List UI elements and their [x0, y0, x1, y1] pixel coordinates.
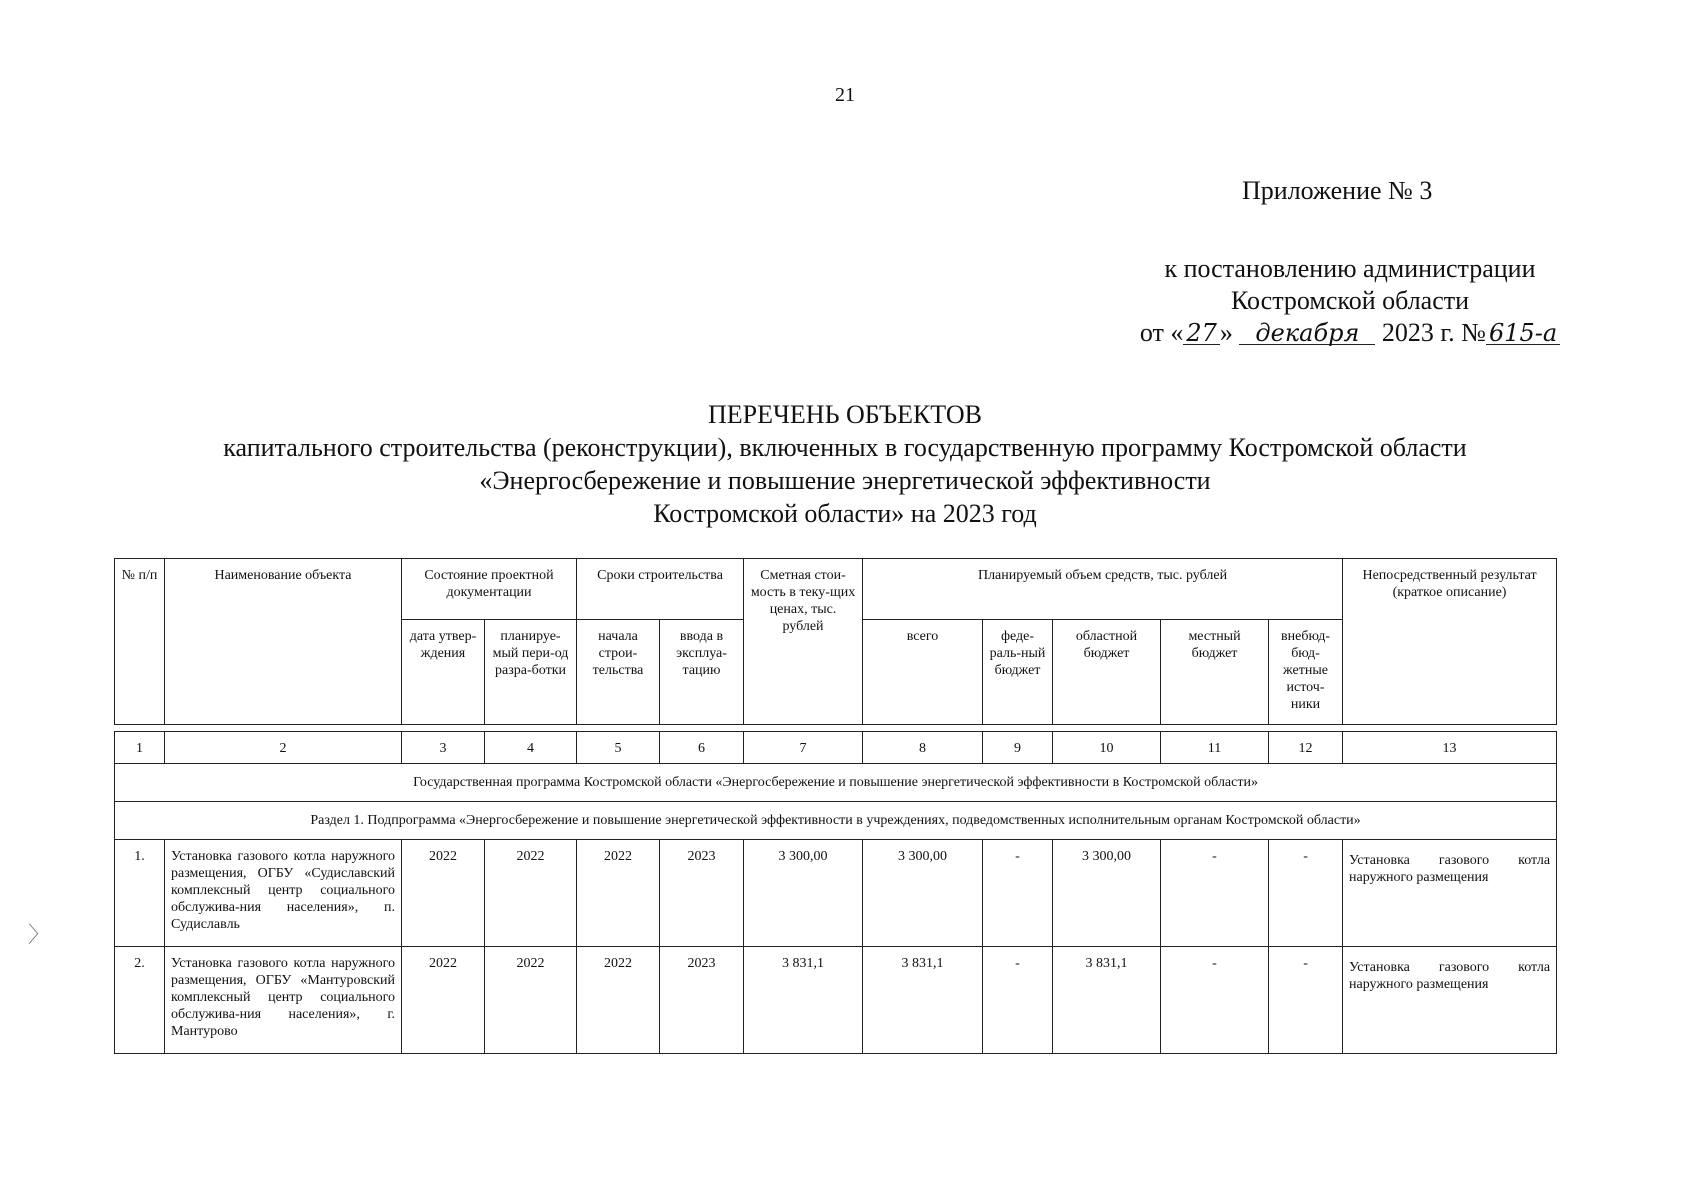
row-start: 2022 — [577, 840, 660, 947]
program-title: Государственная программа Костромской области «Энергосбережение и повышение энергетической эффективности в Костромской области» — [115, 764, 1557, 802]
header-planned-volume: Планируемый объем средств, тыс. рублей — [863, 559, 1343, 620]
row-approval-date: 2022 — [402, 840, 485, 947]
appendix-title: Приложение № 3 — [1242, 176, 1433, 205]
header-estimated-cost: Сметная стои-мость в теку-щих ценах, тыс. рублей — [744, 559, 863, 725]
header-extra: внебюд-бюд-жетные источ-ники — [1269, 620, 1343, 725]
scan-mark: 〉 — [28, 922, 51, 947]
row-object-name: Установка газового котла наружного размещения, ОГБУ «Мантуровский комплексный центр социального обслужива-ния населения», г. Мантурово — [165, 947, 402, 1054]
section-title: Раздел 1. Подпрограмма «Энергосбережение и повышение энергетической эффективности в учреждениях, подведомственных исполнительным органам Костромской области» — [115, 802, 1557, 840]
column-number: 7 — [744, 732, 863, 764]
objects-table — [114, 558, 1557, 1054]
header-construction-terms: Сроки строительства — [577, 559, 744, 620]
column-number: 9 — [983, 732, 1053, 764]
date-year: 2023 г. № — [1381, 318, 1486, 347]
row-total: 3 831,1 — [863, 947, 983, 1054]
row-result: Установка газового котла наружного размещения — [1343, 947, 1557, 1054]
row-local: - — [1161, 947, 1269, 1054]
handwritten-number: 615-а — [1486, 322, 1560, 345]
row-total: 3 300,00 — [863, 840, 983, 947]
column-number: 11 — [1161, 732, 1269, 764]
column-number: 5 — [577, 732, 660, 764]
title-line-1: ПЕРЕЧЕНЬ ОБЪЕКТОВ — [708, 400, 982, 429]
header-num: № п/п — [115, 559, 165, 725]
handwritten-month: декабря — [1239, 322, 1375, 345]
header-planned-period: планируе-мый пери-од разра-ботки — [485, 620, 577, 725]
row-planned-period: 2022 — [485, 947, 577, 1054]
row-federal: - — [983, 840, 1053, 947]
row-commissioning: 2023 — [660, 840, 744, 947]
decree-date-line — [1100, 317, 1600, 349]
header-local: местный бюджет — [1161, 620, 1269, 725]
table-row — [115, 947, 1557, 1054]
document-title — [0, 398, 1690, 530]
section-row — [115, 802, 1557, 840]
header-result: Непосредственный результат (краткое описание) — [1343, 559, 1557, 725]
date-mid: » — [1219, 318, 1233, 347]
row-result: Установка газового котла наружного размещения — [1343, 840, 1557, 947]
row-approval-date: 2022 — [402, 947, 485, 1054]
row-extra: - — [1269, 947, 1343, 1054]
row-extra: - — [1269, 840, 1343, 947]
row-start: 2022 — [577, 947, 660, 1054]
decree-line-1: к постановлению администрации — [1164, 254, 1536, 283]
title-line-2: капитального строительства (реконструкции), включенных в государственную программу Костромской области — [223, 433, 1467, 462]
column-number: 8 — [863, 732, 983, 764]
row-num: 1. — [115, 840, 165, 947]
title-line-4: Костромской области» на 2023 год — [653, 499, 1037, 528]
header-name: Наименование объекта — [165, 559, 402, 725]
page-number: 21 — [835, 84, 855, 106]
row-regional: 3 300,00 — [1053, 840, 1161, 947]
decree-reference — [1100, 253, 1600, 349]
header-regional: областной бюджет — [1053, 620, 1161, 725]
row-local: - — [1161, 840, 1269, 947]
header-start: начала строи-тельства — [577, 620, 660, 725]
header-project-state: Состояние проектной документации — [402, 559, 577, 620]
row-estimated-cost: 3 300,00 — [744, 840, 863, 947]
row-planned-period: 2022 — [485, 840, 577, 947]
decree-line-2: Костромской области — [1230, 286, 1470, 315]
row-estimated-cost: 3 831,1 — [744, 947, 863, 1054]
column-number: 10 — [1053, 732, 1161, 764]
date-prefix: от « — [1139, 318, 1184, 347]
header-row-1 — [115, 559, 1557, 620]
header-commissioning: ввода в эксплуа-тацию — [660, 620, 744, 725]
column-number: 13 — [1343, 732, 1557, 764]
table-row — [115, 840, 1557, 947]
column-number: 2 — [165, 732, 402, 764]
header-spacer — [115, 725, 1557, 732]
program-row — [115, 764, 1557, 802]
header-approval-date: дата утвер-ждения — [402, 620, 485, 725]
column-number: 6 — [660, 732, 744, 764]
row-object-name: Установка газового котла наружного размещения, ОГБУ «Судиславский комплексный центр социального обслужива-ния населения», п. Судиславль — [165, 840, 402, 947]
row-regional: 3 831,1 — [1053, 947, 1161, 1054]
column-number: 12 — [1269, 732, 1343, 764]
row-commissioning: 2023 — [660, 947, 744, 1054]
handwritten-day: 27 — [1183, 322, 1220, 345]
column-number: 1 — [115, 732, 165, 764]
header-total: всего — [863, 620, 983, 725]
row-federal: - — [983, 947, 1053, 1054]
column-number: 3 — [402, 732, 485, 764]
column-number: 4 — [485, 732, 577, 764]
title-line-3: «Энергосбережение и повышение энергетической эффективности — [479, 466, 1211, 495]
column-number-row — [115, 732, 1557, 764]
row-num: 2. — [115, 947, 165, 1054]
header-federal: феде-раль-ный бюджет — [983, 620, 1053, 725]
